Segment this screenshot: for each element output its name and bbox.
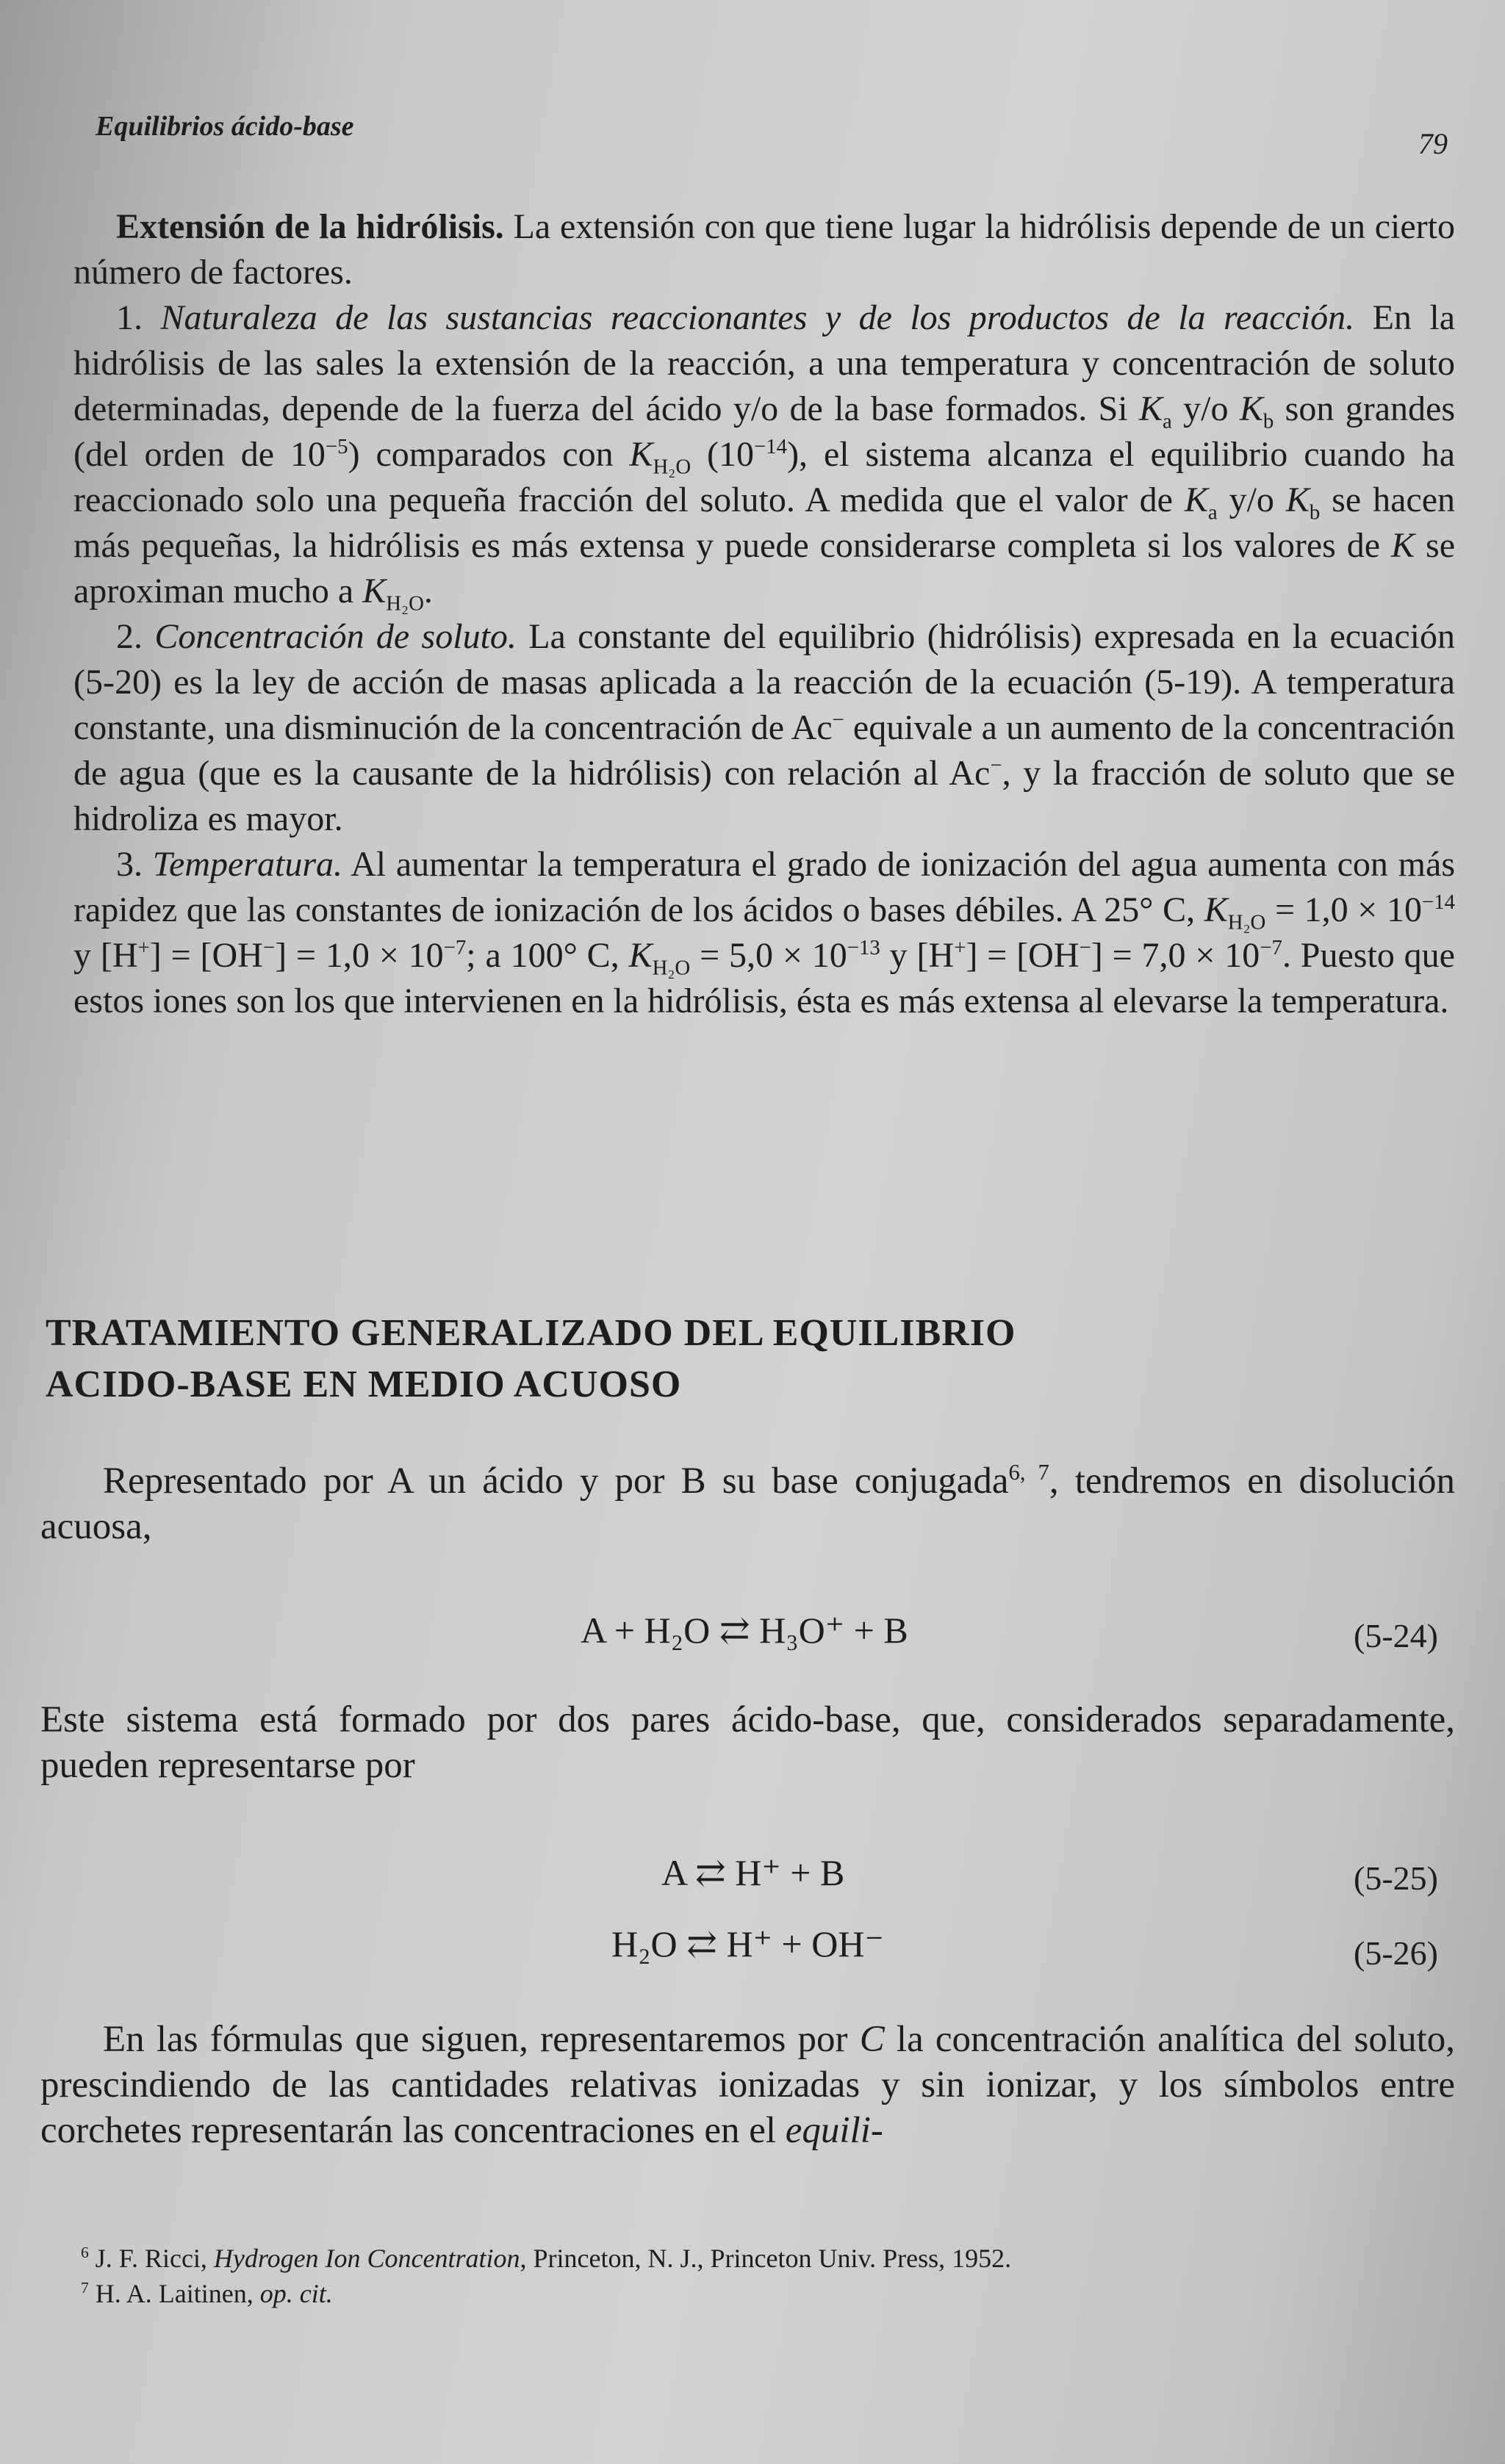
equation-5-24: A + H₂O ⇄ H₃O⁺ + B — [581, 1610, 908, 1651]
concentration-notation-paragraph: En las fórmulas que siguen, representaremos por C la concentración analítica del soluto, prescindiendo de las cantidades relativas ionizadas y sin ionizar, y los símbolos entre corchetes representarán las concentraciones en el equili- — [40, 2019, 1455, 2151]
reference-marks: 6, 7 — [1008, 1460, 1049, 1485]
factor-2-paragraph: 2. Concentración de soluto. La constante del equilibrio (hidrólisis) expresada en la ecuación (5-20) es la ley de acción de masas aplicada a la reacción de la ecuación (5-19). A temperatura constante, una disminución de la concentración de Ac− equivale a un aumento de la concentración de agua (que es la causante de la hidrólisis) con relación al Ac−, y la fracción de soluto que se hidroliza es mayor. — [73, 617, 1456, 838]
section-heading-line-1: TRATAMIENTO GENERALIZADO DEL EQUILIBRIO — [46, 1312, 1016, 1354]
footnote-6: $^6$ J. F. Ricci, Hydrogen Ion Concentration, Princeton, N. J., Princeton Univ. Press, 1952. — [81, 2244, 1012, 2273]
equation-5-25: A ⇄ H⁺ + B — [661, 1852, 845, 1893]
equation-number-5-26: (5-26) — [1354, 1934, 1438, 1972]
factor-3-paragraph: 3. Temperatura. Al aumentar la temperatura el grado de ionización del agua aumenta con más rapidez que las constantes de ionización de los ácidos o bases débiles. A 25° C, $K_{H_2O} = 1,0 \times 10^{-14}$ y $[H^+] = [OH^-] = 1,0 \times 10^{-7}$; a 100° C, $K_{H_2O} = 5,0 \times 10^{-13}$ y $[H^+] = [OH^-] = 7,0 \times 10^{-7}$. Puesto que estos iones son los que intervienen en la hidrólisis, ésta es más extensa al elevarse la temperatura. — [73, 845, 1456, 1020]
equation-number-5-24: (5-24) — [1354, 1617, 1438, 1654]
acid-base-pairs-paragraph: Este sistema está formado por dos pares ácido-base, que, considerados separadamente, pueden representarse por — [40, 1699, 1455, 1786]
factor-1-paragraph: 1. Naturaleza de las sustancias reaccionantes y de los productos de la reacción. En la hidrólisis de las sales la extensión de la reacción, a una temperatura y concentración de soluto determinadas, depende de la fuerza del ácido y/o de la base formados. Si $K_a$ y/o $K_b$ son grandes (del orden de $10^{-5}$) comparados con $K_{H_2O}$ $(10^{-14})$, el sistema alcanza el equilibrio cuando ha reaccionado solo una pequeña fracción del soluto. A medida que el valor de $K_a$ y/o $K_b$ se hacen más pequeñas, la hidrólisis es más extensa y puede considerarse completa si los valores de K se aproximan mucho a $K_{H_2O}$. — [73, 298, 1456, 616]
section-lead: Extensión de la hidrólisis. — [116, 207, 504, 246]
equation-5-26: H₂O ⇄ H⁺ + OH⁻ — [611, 1923, 884, 1964]
acid-base-intro-paragraph: Representado por A un ácido y por B su base conjugada$^{6, 7}$, tendremos en disolución acuosa, — [40, 1460, 1456, 1547]
hydrolysis-extent-section — [73, 204, 1455, 1024]
hydrolysis-intro-paragraph: Extensión de la hidrólisis. La extensión con que tiene lugar la hidrólisis depende de un cierto número de factores. — [73, 207, 1455, 292]
section-heading-line-2: ACIDO-BASE EN MEDIO ACUOSO — [46, 1364, 682, 1405]
equation-number-5-25: (5-25) — [1354, 1859, 1438, 1897]
section-heading — [46, 1308, 1148, 1411]
running-title: Equilibrios ácido-base — [96, 111, 354, 142]
footnote-7: $^7$ H. A. Laitinen, op. cit. — [81, 2279, 333, 2308]
page-number: 79 — [1418, 127, 1448, 160]
